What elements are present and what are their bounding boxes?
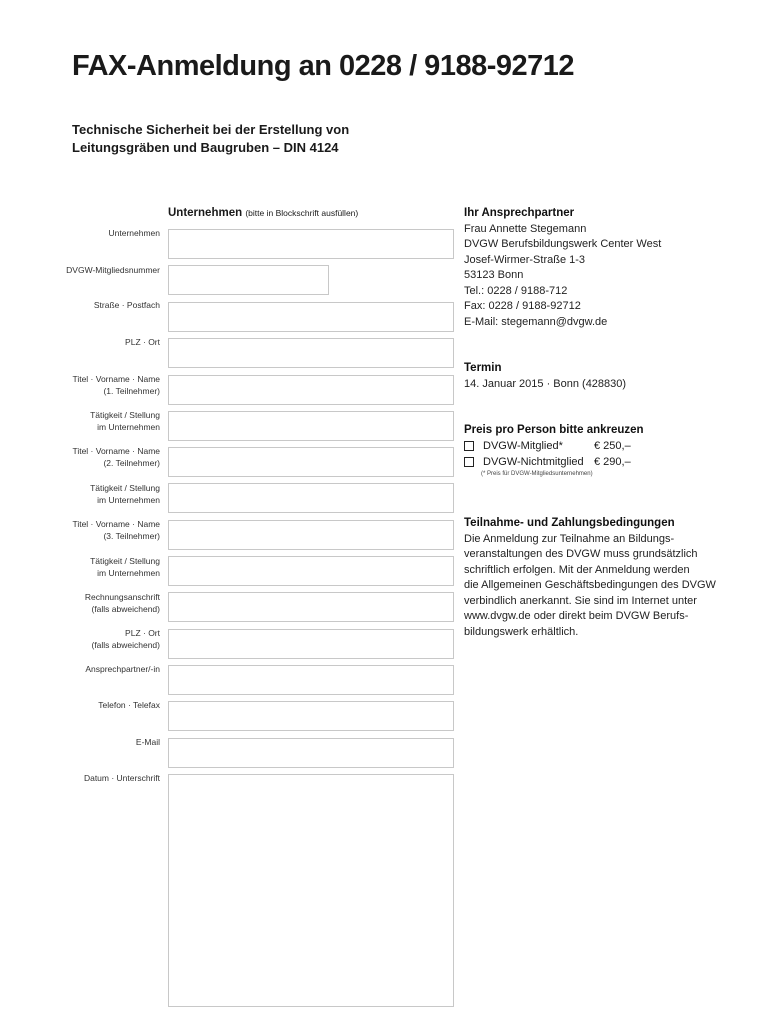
label-text: PLZ · Ort (125, 337, 160, 347)
label-sub: (3. Teilnehmer) (103, 530, 160, 541)
price-option-name: DVGW-Mitglied* (483, 440, 563, 452)
company-field[interactable] (168, 229, 454, 259)
billing-zip-city-field[interactable] (168, 629, 454, 659)
date-heading: Termin (464, 362, 502, 374)
label-participant-3-role (60, 556, 160, 579)
contact-line: Josef-Wirmer-Straße 1-3 (464, 253, 586, 266)
label-text: Titel · Vorname · Name (72, 374, 160, 384)
contact-block (464, 206, 704, 330)
label-sub: im Unternehmen (97, 421, 160, 432)
contact-person-field[interactable] (168, 665, 454, 695)
participant-1-name-field[interactable] (168, 375, 454, 405)
billing-address-field[interactable] (168, 592, 454, 622)
conditions-heading: Teilnahme- und Zahlungsbedingungen (464, 517, 675, 529)
non-member-checkbox[interactable] (464, 457, 474, 467)
label-text: Tätigkeit / Stellung (90, 410, 160, 420)
course-title-line-2: Leitungsgräben und Baugruben – DIN 4124 (72, 140, 339, 155)
label-text: DVGW-Mitgliedsnummer (66, 265, 160, 275)
label-sub: (falls abweichend) (91, 639, 160, 650)
contact-email: E-Mail: stegemann@dvgw.de (464, 315, 608, 328)
email-field[interactable] (168, 738, 454, 768)
label-participant-3-name (60, 519, 160, 542)
label-phone-fax (60, 700, 160, 712)
conditions-line: bildungswerk erhältlich. (464, 625, 579, 638)
label-date-signature (60, 773, 160, 785)
label-street (60, 300, 160, 312)
conditions-line: verbindlich anerkannt. Sie sind im Internet unter (464, 594, 697, 607)
date-signature-field[interactable] (168, 774, 454, 1007)
company-section-heading (168, 207, 358, 219)
date-block (464, 361, 704, 392)
label-text: E-Mail (135, 737, 160, 747)
conditions-line: www.dvgw.de oder direkt beim DVGW Berufs- (464, 610, 689, 622)
label-contact-person (60, 664, 160, 676)
label-text: Datum · Unterschrift (83, 773, 160, 783)
conditions-line: veranstaltungen des DVGW muss grundsätzlich (464, 548, 698, 560)
conditions-line: die Allgemeinen Geschäftsbedingungen des DVGW (464, 579, 716, 591)
label-text: Titel · Vorname · Name (72, 519, 160, 529)
label-participant-1-name (60, 374, 160, 397)
contact-line: Fax: 0228 / 9188-92712 (464, 300, 581, 312)
label-company (60, 228, 160, 240)
label-participant-2-role (60, 483, 160, 506)
participant-2-name-field[interactable] (168, 447, 454, 477)
label-sub: (2. Teilnehmer) (103, 457, 160, 468)
contact-line: DVGW Berufsbildungswerk Center West (464, 238, 662, 250)
zip-city-field[interactable] (168, 338, 454, 368)
label-email (60, 737, 160, 749)
course-title-line-1: Technische Sicherheit bei der Erstellung von (72, 122, 350, 137)
label-billing-zip-city (60, 628, 160, 651)
price-option-non-member[interactable] (464, 454, 631, 470)
price-option-amount: € 290,– (594, 456, 631, 468)
company-heading-note: (bitte in Blockschrift ausfüllen) (245, 208, 359, 218)
label-participant-1-role (60, 410, 160, 433)
contact-line: 53123 Bonn (464, 269, 524, 281)
label-text: PLZ · Ort (125, 628, 160, 638)
label-sub: (1. Teilnehmer) (103, 385, 160, 396)
page-title: FAX-Anmeldung an 0228 / 9188-92712 (72, 50, 574, 82)
price-option-member[interactable] (464, 438, 631, 454)
label-sub: im Unternehmen (97, 567, 160, 578)
conditions-line: Die Anmeldung zur Teilnahme an Bildungs- (464, 532, 675, 545)
price-option-name: DVGW-Nichtmitglied (483, 456, 584, 468)
label-zip-city (60, 337, 160, 349)
price-footnote: (* Preis für DVGW-Mitgliedsunternehmen) (481, 471, 593, 477)
label-participant-2-name (60, 446, 160, 469)
conditions-line: schriftlich erfolgen. Mit der Anmeldung werden (464, 563, 690, 576)
label-sub: im Unternehmen (97, 494, 160, 505)
price-heading-text: Preis pro Person bitte ankreuzen (464, 424, 644, 436)
contact-line: Frau Annette Stegemann (464, 222, 587, 235)
label-member-number (60, 265, 160, 277)
label-text: Tätigkeit / Stellung (90, 483, 160, 493)
contact-line: Tel.: 0228 / 9188-712 (464, 284, 568, 297)
label-billing-address (60, 592, 160, 615)
participant-3-role-field[interactable] (168, 556, 454, 586)
participant-2-role-field[interactable] (168, 483, 454, 513)
member-checkbox[interactable] (464, 441, 474, 451)
label-text: Ansprechpartner/-in (85, 664, 160, 674)
member-number-field[interactable] (168, 265, 329, 295)
participant-1-role-field[interactable] (168, 411, 454, 441)
course-title (72, 121, 402, 157)
label-text: Titel · Vorname · Name (72, 446, 160, 456)
phone-fax-field[interactable] (168, 701, 454, 731)
price-heading (464, 423, 704, 439)
date-text: 14. Januar 2015 · Bonn (428830) (464, 377, 627, 390)
participant-3-name-field[interactable] (168, 520, 454, 550)
price-option-amount: € 250,– (594, 440, 631, 452)
contact-heading: Ihr Ansprechpartner (464, 207, 575, 219)
label-text: Telefon · Telefax (98, 700, 160, 710)
label-text: Tätigkeit / Stellung (90, 556, 160, 566)
label-text: Rechnungsanschrift (84, 592, 160, 602)
street-field[interactable] (168, 302, 454, 332)
conditions-block (464, 516, 724, 640)
label-sub: (falls abweichend) (91, 603, 160, 614)
company-heading-text: Unternehmen (168, 207, 243, 219)
label-text: Unternehmen (108, 228, 160, 238)
label-text: Straße · Postfach (93, 300, 160, 310)
